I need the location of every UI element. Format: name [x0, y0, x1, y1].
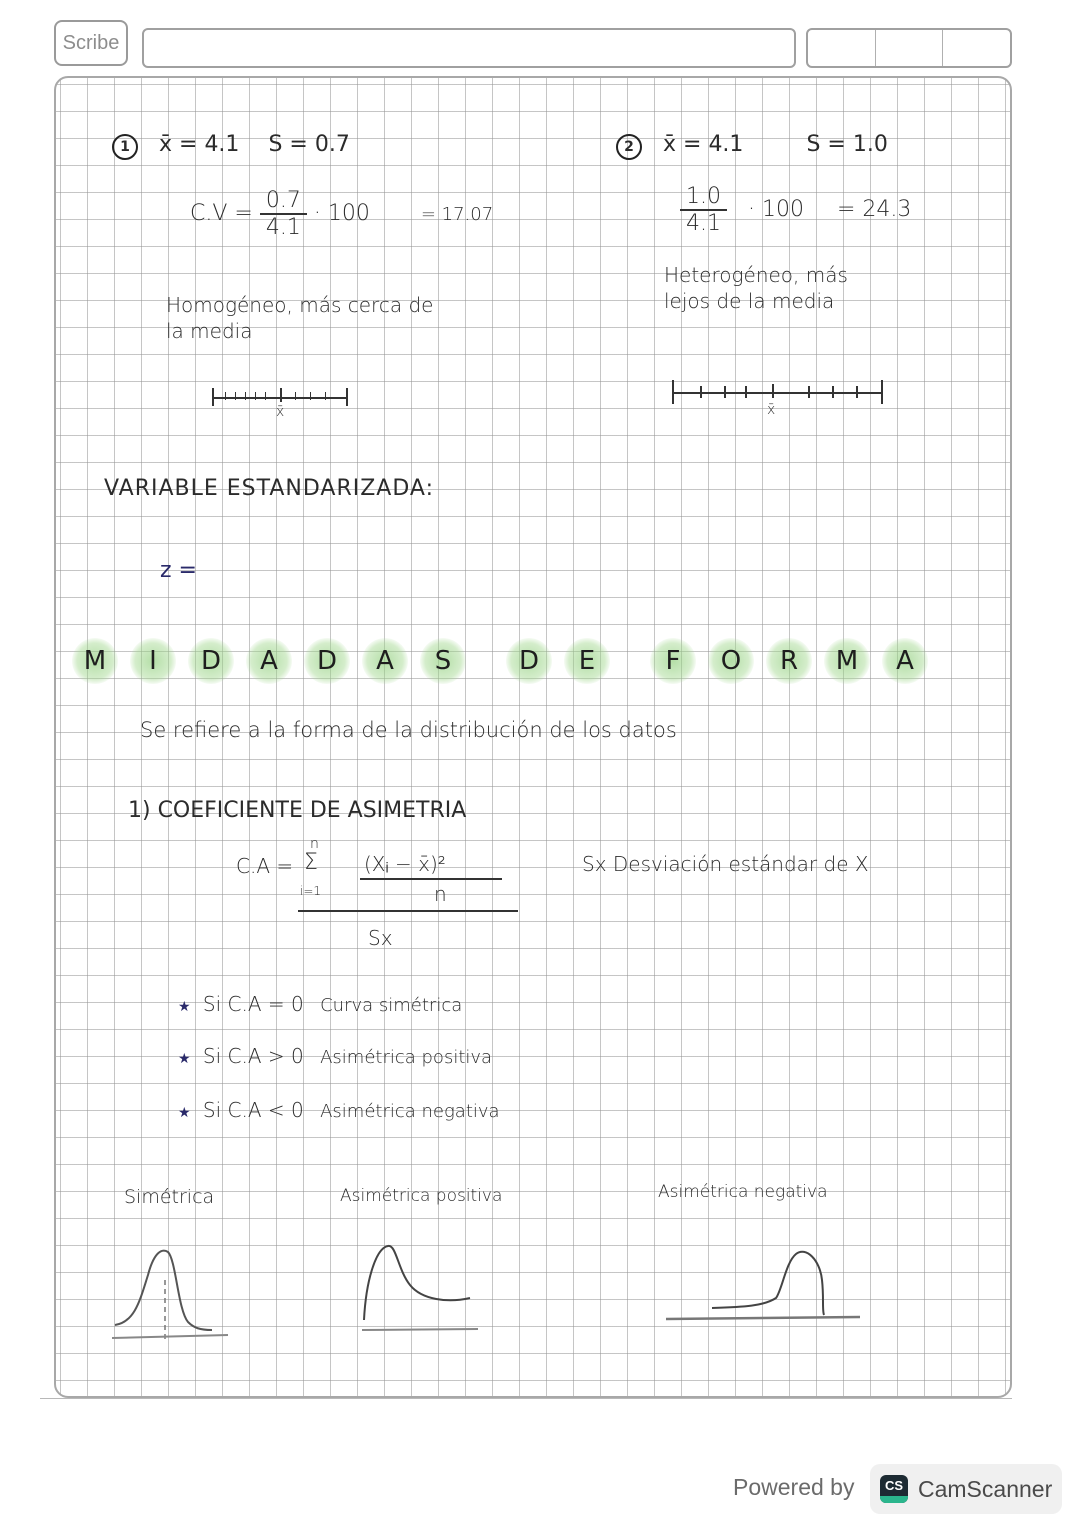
date-day-cell: [808, 30, 876, 66]
title-letter: M: [824, 638, 870, 684]
standardized-variable-title: VARIABLE ESTANDARIZADA:: [104, 476, 434, 501]
conclusion-line: lejos de la media: [664, 289, 835, 313]
symmetric-curve-icon: [110, 1240, 270, 1340]
title-letter: R: [766, 638, 812, 684]
shape-measures-title: [72, 638, 940, 684]
sum-upper-limit: n: [310, 836, 319, 852]
title-letter: D: [304, 638, 350, 684]
exercise-1-conclusion: [166, 292, 433, 344]
inner-fraction-bar: [360, 878, 502, 880]
date-field: [806, 28, 1012, 68]
exercise-number-badge: 1: [112, 134, 138, 160]
rule-item: [178, 1044, 492, 1068]
title-field: [142, 28, 796, 68]
conclusion-line: la media: [166, 319, 253, 343]
rule-description: Asimétrica positiva: [320, 1047, 493, 1068]
exercise-1-sd: S = 0.7: [268, 132, 350, 157]
rule-item: [178, 1098, 500, 1122]
title-letter: D: [188, 638, 234, 684]
cv-fraction: [680, 184, 727, 236]
inner-denominator: n: [434, 882, 447, 906]
date-year-cell: [943, 30, 1010, 66]
cv-numerator: 1.0: [680, 184, 727, 211]
cv-multiplier: · 100: [748, 197, 804, 222]
rule-condition: Si C.A > 0: [202, 1044, 304, 1068]
exercise-1-cv-formula: [190, 188, 493, 240]
exercise-2-mean: x̄ = 4.1: [663, 132, 744, 157]
exercise-2-cv-formula: [680, 184, 911, 236]
title-letter: A: [882, 638, 928, 684]
mean-marker-label: x̄: [276, 404, 285, 420]
z-formula-label: z =: [160, 558, 197, 583]
exercise-2-header: [616, 132, 888, 160]
cv-denominator: 4.1: [265, 215, 301, 240]
cv-result: = 17.07: [420, 204, 494, 225]
title-letter: D: [506, 638, 552, 684]
title-letter: M: [72, 638, 118, 684]
sketch-label-positive: Asimétrica positiva: [340, 1186, 503, 1206]
title-letter: O: [708, 638, 754, 684]
brand-logo: Scribe: [54, 20, 128, 66]
star-bullet-icon: ★: [178, 1051, 191, 1067]
cv-denominator: 4.1: [686, 211, 721, 236]
rule-description: Asimétrica negativa: [320, 1101, 500, 1122]
positive-skew-curve-icon: [358, 1240, 518, 1340]
camscanner-name: CamScanner: [918, 1475, 1053, 1502]
inner-numerator: (Xᵢ − x̄)²: [364, 852, 446, 876]
sketch-label-symmetric: Simétrica: [124, 1186, 215, 1208]
outer-fraction-bar: [298, 910, 518, 912]
title-letter: I: [130, 638, 176, 684]
cv-result: = 24.3: [836, 197, 912, 222]
conclusion-line: Heterogéneo, más: [664, 263, 848, 287]
exercise-2-sd: S = 1.0: [806, 132, 888, 157]
title-letter: A: [362, 638, 408, 684]
star-bullet-icon: ★: [178, 999, 191, 1015]
exercise-1-mean: x̄ = 4.1: [159, 132, 240, 157]
title-letter: A: [246, 638, 292, 684]
star-bullet-icon: ★: [178, 1105, 191, 1121]
sketch-label-negative: Asimétrica negativa: [658, 1182, 828, 1202]
cv-numerator: 0.7: [260, 188, 307, 215]
rule-condition: Si C.A = 0: [202, 992, 304, 1016]
sheet-bottom-edge: [40, 1398, 1012, 1413]
title-letter: F: [650, 638, 696, 684]
camscanner-logo-icon: CS: [880, 1475, 908, 1503]
cv-fraction: [260, 188, 307, 240]
mean-marker-label: x̄: [767, 402, 776, 418]
asymmetry-heading: 1) COEFICIENTE DE ASIMETRIA: [128, 798, 467, 823]
date-month-cell: [876, 30, 944, 66]
cv-label: C.V =: [190, 201, 253, 226]
powered-by-label: Powered by: [733, 1474, 855, 1500]
rule-description: Curva simétrica: [320, 995, 463, 1016]
sum-symbol: Σ: [304, 850, 318, 875]
title-letter: E: [564, 638, 610, 684]
exercise-number-badge: 2: [616, 134, 642, 160]
camscanner-badge[interactable]: [870, 1464, 1062, 1514]
outer-denominator: Sx: [368, 926, 393, 950]
shape-measures-description: Se refiere a la forma de la distribución de los datos: [140, 718, 677, 742]
sum-lower-limit: i=1: [300, 884, 322, 898]
title-letter: S: [420, 638, 466, 684]
negative-skew-curve-icon: [664, 1240, 864, 1340]
rule-condition: Si C.A < 0: [202, 1098, 304, 1122]
rule-item: [178, 992, 462, 1016]
sx-definition-note: Sx Desviación estándar de X: [582, 852, 869, 876]
exercise-1-header: [112, 132, 350, 160]
conclusion-line: Homogéneo, más cerca de: [166, 293, 434, 317]
formula-lhs: C.A =: [236, 854, 294, 878]
exercise-2-conclusion: [664, 262, 848, 314]
cv-multiplier: · 100: [313, 201, 370, 226]
